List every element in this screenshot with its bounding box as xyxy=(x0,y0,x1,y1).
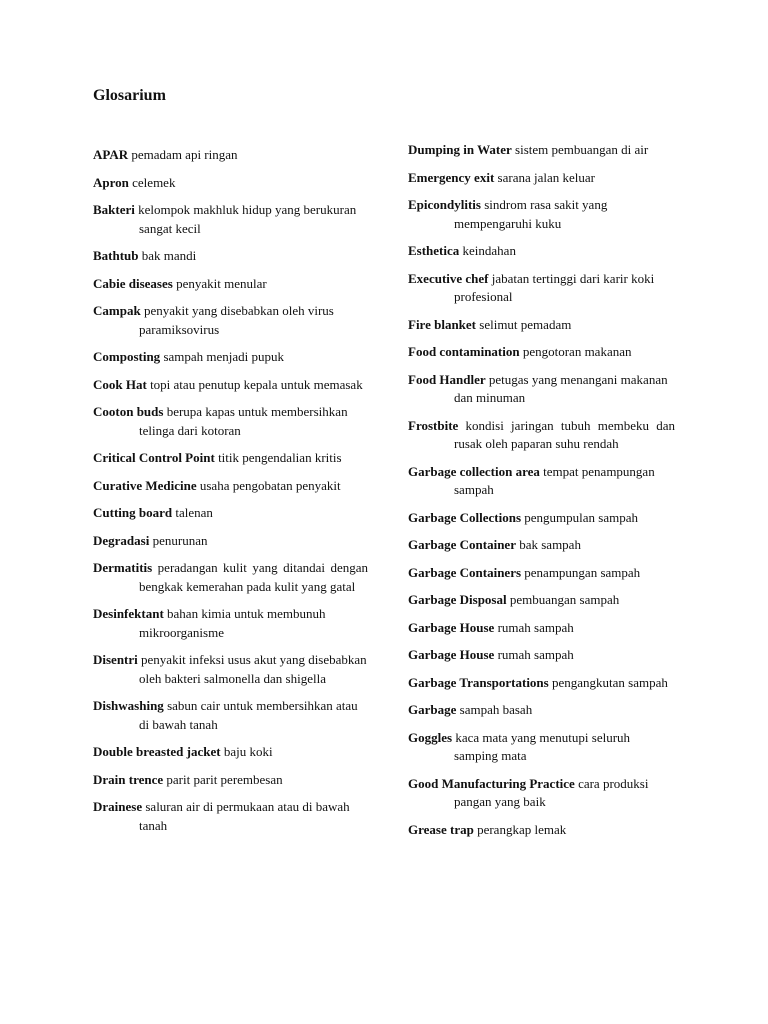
glossary-entry xyxy=(408,242,675,261)
glossary-term: Apron xyxy=(93,174,129,190)
glossary-definition: bak mandi xyxy=(138,248,197,263)
glossary-entry xyxy=(93,146,368,165)
glossary-definition: talenan xyxy=(172,505,213,520)
glossary-definition: sampah basah xyxy=(456,702,533,717)
glossary-entry xyxy=(93,247,368,266)
glossary-entry xyxy=(408,536,675,555)
glossary-definition: titik pengendalian kritis xyxy=(214,450,342,465)
glossary-entry xyxy=(93,275,368,294)
glossary-entry xyxy=(93,449,368,468)
glossary-entry xyxy=(93,559,368,596)
glossary-term: Garbage Collections xyxy=(408,509,522,525)
glossary-entry xyxy=(93,651,368,688)
glossary-left-column xyxy=(93,146,368,844)
glossary-term: Garbage collection area xyxy=(408,463,540,479)
glossary-definition: sampah menjadi pupuk xyxy=(160,349,285,364)
glossary-entry xyxy=(408,674,675,693)
glossary-term: Epicondylitis xyxy=(408,197,481,212)
glossary-term: Garbage House xyxy=(408,619,495,635)
glossary-definition: bak sampah xyxy=(515,537,581,552)
glossary-term: Garbage Containers xyxy=(408,564,522,580)
glossary-definition: pemadam api ringan xyxy=(128,147,238,162)
glossary-entry xyxy=(408,591,675,610)
glossary-definition: pengotoran makanan xyxy=(519,344,632,359)
glossary-entry xyxy=(93,302,368,339)
glossary-definition: pembuangan sampah xyxy=(506,592,620,607)
glossary-term: Dermatitis xyxy=(93,560,153,575)
glossary-term: Composting xyxy=(93,349,161,364)
glossary-term: Executive chef xyxy=(408,270,489,286)
glossary-entry xyxy=(93,504,368,523)
glossary-entry xyxy=(408,701,675,720)
glossary-entry xyxy=(93,743,368,762)
glossary-term: Frostbite xyxy=(408,417,459,433)
glossary-term: Goggles xyxy=(408,729,453,745)
glossary-term: Curative Medicine xyxy=(93,477,197,493)
glossary-definition: petugas yang menangani makanan dan minuman xyxy=(454,371,668,405)
glossary-definition: sistem pembuangan di air xyxy=(511,142,649,157)
glossary-right-column xyxy=(408,141,675,848)
glossary-definition: penurunan xyxy=(149,532,208,548)
glossary-entry xyxy=(93,348,368,367)
glossary-term: Grease trap xyxy=(408,821,474,837)
glossary-definition: pengumpulan sampah xyxy=(521,509,638,525)
glossary-term: Garbage xyxy=(408,702,457,717)
glossary-entry xyxy=(93,605,368,642)
glossary-definition: sarana jalan keluar xyxy=(494,169,595,185)
glossary-term: Dumping in Water xyxy=(408,142,512,157)
glossary-term: Double breasted jacket xyxy=(93,744,221,759)
glossary-term: Garbage House xyxy=(408,647,495,662)
glossary-definition: sindrom rasa sakit yang mempengaruhi kuku xyxy=(454,197,608,231)
glossary-entry xyxy=(408,509,675,528)
glossary-term: Drainese xyxy=(93,799,143,814)
glossary-entry xyxy=(93,771,368,790)
glossary-definition: sabun cair untuk membersihkan atau di bawah tanah xyxy=(139,698,358,732)
glossary-definition: kelompok makhluk hidup yang berukuran sangat kecil xyxy=(134,202,357,236)
glossary-entry xyxy=(408,729,675,766)
glossary-entry xyxy=(408,270,675,307)
glossary-term: Fire blanket xyxy=(408,316,477,332)
glossary-entry xyxy=(408,316,675,335)
glossary-term: Bathtub xyxy=(93,248,139,263)
glossary-entry xyxy=(408,371,675,408)
glossary-term: Garbage Disposal xyxy=(408,592,507,607)
glossary-entry xyxy=(408,821,675,840)
glossary-entry xyxy=(93,174,368,193)
glossary-definition: jabatan tertinggi dari karir koki profesional xyxy=(454,270,655,304)
glossary-definition: cara produksi pangan yang baik xyxy=(454,775,649,809)
page-title: Glosarium xyxy=(93,87,166,104)
glossary-term: APAR xyxy=(93,147,129,162)
glossary-entry xyxy=(408,169,675,188)
glossary-entry xyxy=(408,775,675,812)
glossary-definition: penampungan sampah xyxy=(521,564,641,580)
glossary-entry xyxy=(408,196,675,233)
glossary-definition: baju koki xyxy=(220,744,273,759)
glossary-term: Food contamination xyxy=(408,344,520,359)
glossary-term: Good Manufacturing Practice xyxy=(408,775,575,791)
glossary-definition: selimut pemadam xyxy=(476,316,572,332)
glossary-entry xyxy=(93,201,368,238)
glossary-term: Cutting board xyxy=(93,505,173,520)
glossary-term: Bakteri xyxy=(93,202,135,217)
glossary-entry xyxy=(408,463,675,500)
glossary-entry xyxy=(93,403,368,440)
glossary-term: Cabie diseases xyxy=(93,275,173,291)
glossary-entry xyxy=(408,141,675,160)
glossary-entry xyxy=(93,532,368,551)
glossary-term: Disentri xyxy=(93,652,138,667)
glossary-term: Critical Control Point xyxy=(93,450,215,465)
glossary-entry xyxy=(408,564,675,583)
glossary-definition: perangkap lemak xyxy=(473,821,567,837)
glossary-term: Emergency exit xyxy=(408,169,495,185)
glossary-definition: penyakit infeksi usus akut yang disebabkan oleh bakteri salmonella dan shigella xyxy=(137,652,367,686)
glossary-entry xyxy=(93,376,368,395)
glossary-entry xyxy=(93,798,368,835)
glossary-term: Degradasi xyxy=(93,532,150,548)
glossary-definition: pengangkutan sampah xyxy=(548,674,668,690)
glossary-term: Dishwashing xyxy=(93,698,164,713)
glossary-definition: berupa kapas untuk membersihkan telinga dari kotoran xyxy=(139,404,348,438)
glossary-term: Food Handler xyxy=(408,371,486,387)
glossary-entry xyxy=(408,417,675,454)
glossary-definition: penyakit menular xyxy=(172,275,267,291)
glossary-entry xyxy=(93,477,368,496)
glossary-term: Garbage Container xyxy=(408,537,516,552)
glossary-term: Esthetica xyxy=(408,243,460,258)
glossary-definition: rumah sampah xyxy=(494,619,574,635)
glossary-term: Cook Hat xyxy=(93,376,147,392)
glossary-definition: usaha pengobatan penyakit xyxy=(196,477,341,493)
glossary-definition: kaca mata yang menutupi seluruh samping mata xyxy=(452,729,631,763)
glossary-entry xyxy=(408,343,675,362)
glossary-definition: rumah sampah xyxy=(494,647,574,662)
glossary-term: Cooton buds xyxy=(93,404,164,419)
glossary-term: Campak xyxy=(93,303,141,318)
glossary-entry xyxy=(93,697,368,734)
glossary-term: Desinfektant xyxy=(93,606,164,621)
glossary-definition: kondisi jaringan tubuh membeku dan rusak oleh paparan suhu rendah xyxy=(454,417,675,451)
glossary-entry xyxy=(408,619,675,638)
glossary-definition: peradangan kulit yang ditandai dengan bengkak kemerahan pada kulit yang gatal xyxy=(139,560,368,594)
glossary-definition: celemek xyxy=(128,174,176,190)
glossary-definition: tempat penampungan sampah xyxy=(454,463,655,497)
glossary-definition: saluran air di permukaan atau di bawah tanah xyxy=(139,799,350,833)
glossary-definition: topi atau penutup kepala untuk memasak xyxy=(146,376,363,392)
glossary-definition: parit parit perembesan xyxy=(163,771,283,787)
glossary-entry xyxy=(408,646,675,665)
glossary-term: Garbage Transportations xyxy=(408,674,549,690)
glossary-definition: penyakit yang disebabkan oleh virus paramiksovirus xyxy=(139,303,334,337)
glossary-term: Drain trence xyxy=(93,771,164,787)
glossary-definition: bahan kimia untuk membunuh mikroorganisme xyxy=(139,606,326,640)
glossary-definition: keindahan xyxy=(459,243,516,258)
